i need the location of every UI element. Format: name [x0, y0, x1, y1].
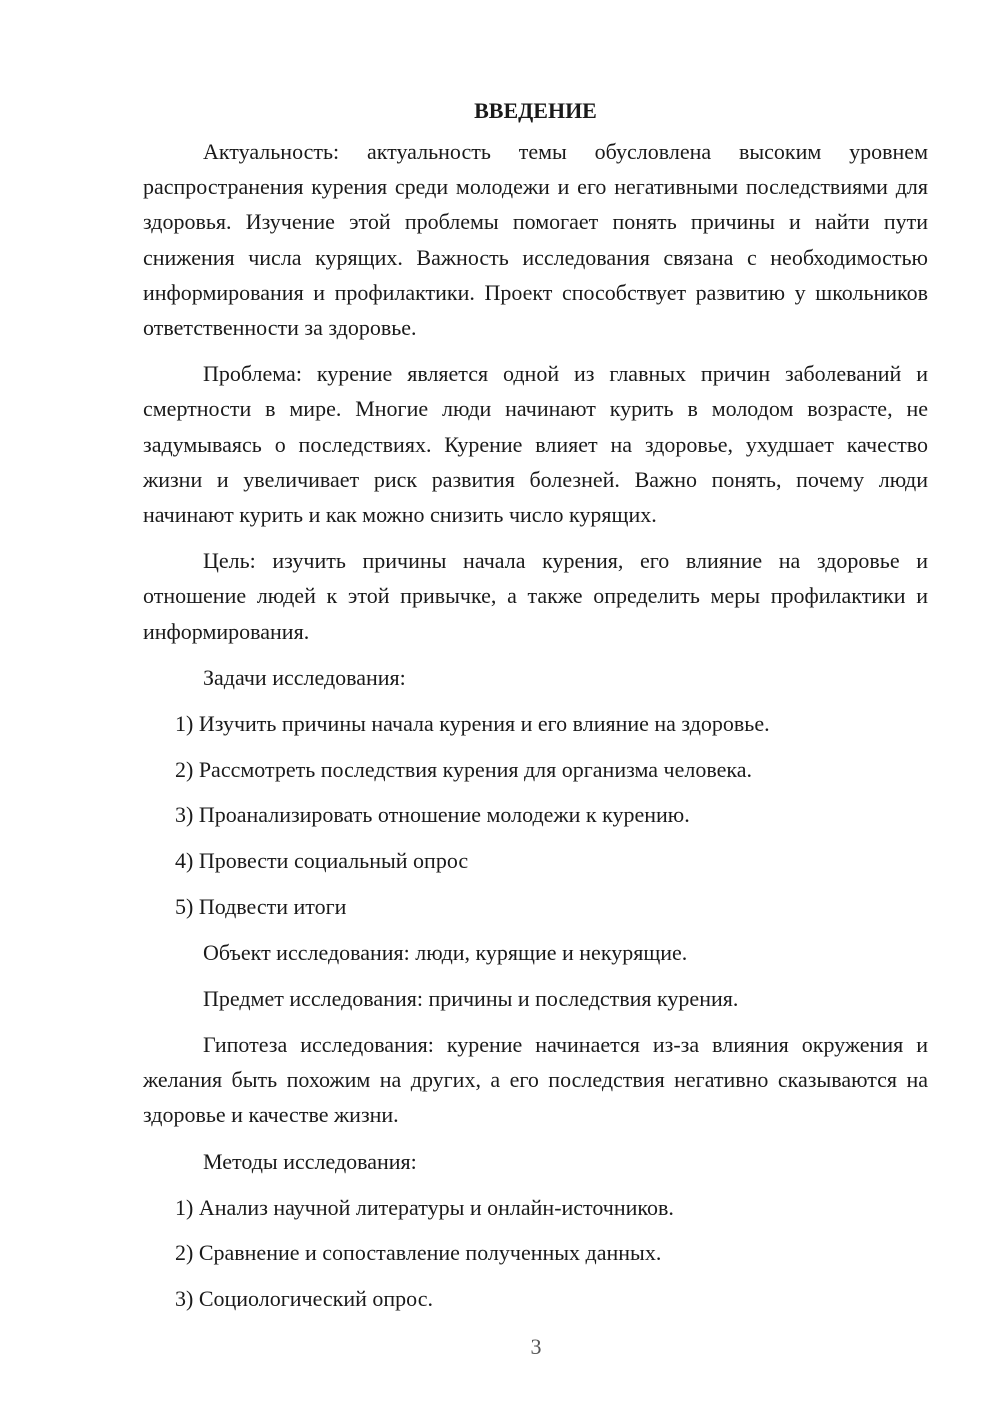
list-item: 1) Анализ научной литературы и онлайн-источников.	[175, 1194, 674, 1220]
methods-list	[143, 1190, 928, 1317]
subject-paragraph: Предмет исследования: причины и последствия курения.	[203, 985, 739, 1011]
list-item: 2) Рассмотреть последствия курения для организма человека.	[175, 756, 752, 782]
methods-heading: Методы исследования:	[203, 1148, 417, 1174]
problem-paragraph: Проблема: курение является одной из главных причин заболеваний и смертности в мире. Многие люди начинают курить в молодом возрасте, не задумываясь о последствиях. Курение влияет на здоровье, ухудшает качество жизни и увеличивает риск развития болезней. Важно понять, почему люди начинают курить и как можно снизить число курящих.	[143, 361, 928, 528]
list-item: 5) Подвести итоги	[175, 893, 347, 919]
object-paragraph: Объект исследования: люди, курящие и некурящие.	[203, 939, 688, 965]
list-item: 3) Проанализировать отношение молодежи к курению.	[175, 802, 690, 828]
tasks-heading: Задачи исследования:	[203, 664, 406, 690]
list-item: 4) Провести социальный опрос	[175, 848, 469, 874]
list-item: 2) Сравнение и сопоставление полученных данных.	[175, 1240, 662, 1266]
actuality-paragraph: Актуальность: актуальность темы обусловлена высоким уровнем распространения курения среди молодежи и его негативными последствиями для здоровья. Изучение этой проблемы помогает понять причины и найти пути снижения числа курящих. Важность исследования связана с необходимостью информирования и профилактики. Проект способствует развитию у школьников ответственности за здоровье.	[143, 139, 928, 341]
hypothesis-paragraph: Гипотеза исследования: курение начинается из-за влияния окружения и желания быть похожим на других, а его последствия негативно сказываются на здоровье и качестве жизни.	[143, 1031, 928, 1128]
page-content	[143, 93, 928, 1327]
page-number: 3	[530, 1334, 542, 1359]
list-item: 3) Социологический опрос.	[175, 1286, 433, 1312]
goal-paragraph: Цель: изучить причины начала курения, его влияние на здоровье и отношение людей к этой привычке, а также определить меры профилактики и информирования.	[143, 548, 928, 644]
page-title: ВВЕДЕНИЕ	[474, 98, 597, 123]
tasks-list	[143, 706, 928, 924]
list-item: 1) Изучить причины начала курения и его влияние на здоровье.	[175, 711, 770, 737]
